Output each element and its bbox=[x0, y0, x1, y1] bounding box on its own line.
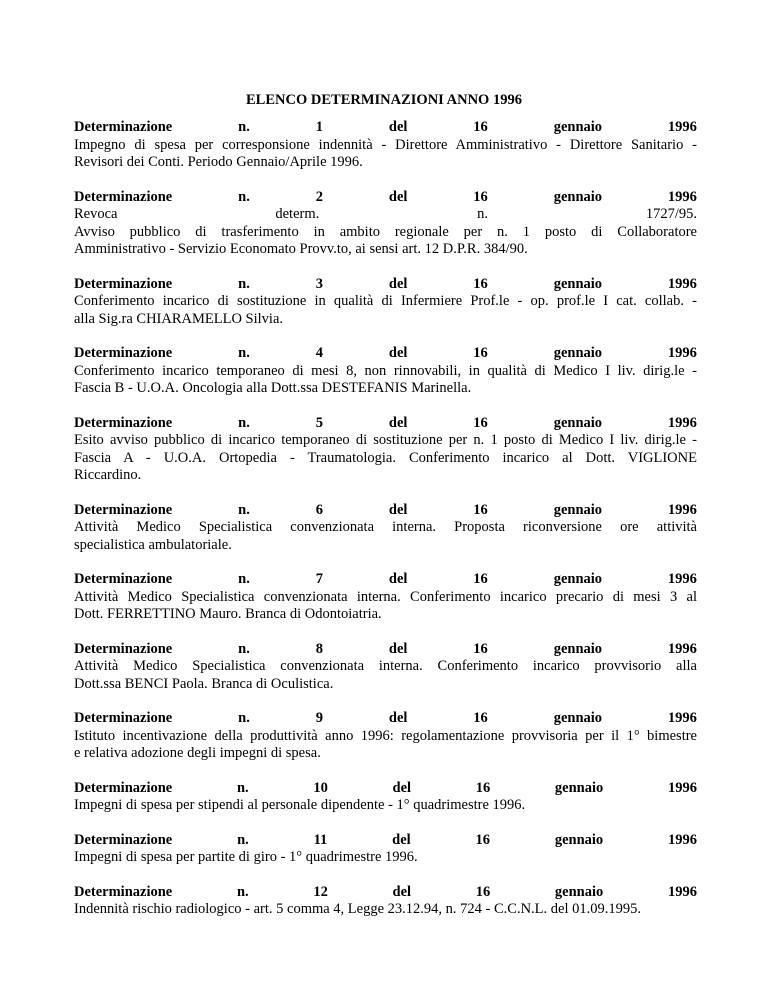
entry-label: Determinazione bbox=[74, 188, 173, 205]
entry-n-label: n. bbox=[238, 501, 250, 518]
entry-day: 16 bbox=[473, 345, 488, 361]
entry-month: gennaio bbox=[553, 414, 603, 431]
entry-year: 1996 bbox=[667, 275, 697, 292]
entry-description-line: Impegni di spesa per partite di giro - 1° quadrimestre 1996. bbox=[74, 849, 418, 865]
entry-day: 16 bbox=[473, 501, 488, 518]
entry-description-line: Indennità rischio radiologico - art. 5 comma 4, Legge 23.12.94, n. 724 - C.C.N.L. del 01.09.1995. bbox=[74, 901, 642, 917]
entry-day: 16 bbox=[475, 831, 490, 848]
entry-day: 16 bbox=[473, 640, 488, 657]
entry-description-line: Fascia B - U.O.A. Oncologia alla Dott.ssa DESTEFANIS Marinella. bbox=[74, 380, 472, 396]
entry-year: 1996 bbox=[667, 640, 697, 657]
entry-month: gennaio bbox=[553, 188, 603, 205]
entry-month: gennaio bbox=[553, 275, 603, 292]
determination-entry bbox=[74, 502, 697, 555]
entry-n-label: n. bbox=[238, 414, 250, 431]
entry-description-line: Dott.ssa BENCI Paola. Branca di Oculistica. bbox=[74, 675, 334, 692]
entry-n-label: n. bbox=[237, 831, 249, 848]
entry-number: 4 bbox=[315, 345, 323, 361]
entry-month: gennaio bbox=[553, 571, 603, 587]
entry-header bbox=[74, 832, 697, 850]
entry-number: 3 bbox=[315, 275, 323, 292]
entry-header bbox=[74, 189, 697, 207]
entry-description-line: Avviso pubblico di trasferimento in ambito regionale per n. 1 posto di Collaboratore bbox=[74, 223, 697, 240]
document-title: ELENCO DETERMINAZIONI ANNO 1996 bbox=[246, 92, 522, 108]
determination-list bbox=[74, 119, 697, 936]
entry-del-label: del bbox=[388, 275, 408, 292]
entry-description-line: Revisori dei Conti. Periodo Gennaio/Aprile 1996. bbox=[74, 154, 363, 170]
entry-month: gennaio bbox=[553, 345, 603, 361]
entry-month: gennaio bbox=[554, 831, 604, 848]
entry-year: 1996 bbox=[667, 883, 697, 900]
determination-entry bbox=[74, 189, 697, 259]
entry-label: Determinazione bbox=[74, 710, 173, 726]
entry-day: 16 bbox=[475, 883, 491, 900]
entry-day: 16 bbox=[473, 119, 488, 135]
entry-header bbox=[74, 276, 697, 294]
entry-del-label: del bbox=[388, 571, 408, 587]
entry-number: 8 bbox=[315, 640, 323, 657]
entry-description-line: Revoca determ. n. 1727/95. bbox=[74, 206, 697, 222]
entry-description-line: specialistica ambulatoriale. bbox=[74, 536, 232, 553]
entry-header bbox=[74, 884, 697, 902]
entry-year: 1996 bbox=[667, 345, 697, 361]
entry-n-label: n. bbox=[238, 640, 250, 657]
entry-n-label: n. bbox=[236, 883, 249, 900]
entry-del-label: del bbox=[388, 640, 408, 657]
entry-number: 6 bbox=[315, 501, 323, 518]
determination-entry bbox=[74, 780, 697, 815]
entry-label: Determinazione bbox=[74, 501, 173, 518]
determination-entry bbox=[74, 832, 697, 867]
entry-description-line: e relativa adozione degli impegni di spesa. bbox=[74, 745, 321, 761]
determination-entry bbox=[74, 884, 697, 919]
entry-header bbox=[74, 641, 697, 659]
entry-year: 1996 bbox=[667, 119, 697, 135]
entry-month: gennaio bbox=[553, 640, 603, 657]
entry-description-line: Dott. FERRETTINO Mauro. Branca di Odontoiatria. bbox=[74, 606, 382, 622]
entry-header bbox=[74, 780, 697, 798]
entry-description-line: Attività Medico Specialistica convenzionata interna. Conferimento incarico provvisorio alla bbox=[74, 658, 697, 674]
entry-year: 1996 bbox=[668, 831, 697, 848]
entry-label: Determinazione bbox=[74, 345, 173, 361]
entry-header bbox=[74, 502, 697, 520]
entry-label: Determinazione bbox=[74, 640, 173, 657]
entry-description-line: Attività Medico Specialistica convenzionata interna. Proposta riconversione ore attività bbox=[74, 519, 697, 535]
entry-label: Determinazione bbox=[74, 883, 173, 900]
entry-label: Determinazione bbox=[74, 275, 173, 292]
entry-year: 1996 bbox=[667, 779, 697, 796]
entry-day: 16 bbox=[475, 779, 491, 796]
entry-del-label: del bbox=[388, 119, 408, 135]
entry-number: 2 bbox=[315, 188, 323, 205]
determination-entry bbox=[74, 415, 697, 485]
entry-header bbox=[74, 415, 697, 433]
entry-label: Determinazione bbox=[74, 571, 173, 587]
entry-n-label: n. bbox=[238, 345, 250, 361]
entry-description-line: alla Sig.ra CHIARAMELLO Silvia. bbox=[74, 310, 284, 327]
entry-label: Determinazione bbox=[74, 779, 173, 796]
entry-month: gennaio bbox=[554, 883, 604, 900]
entry-header bbox=[74, 345, 697, 363]
entry-year: 1996 bbox=[667, 571, 697, 587]
entry-number: 9 bbox=[315, 710, 323, 726]
entry-del-label: del bbox=[388, 710, 408, 726]
entry-year: 1996 bbox=[667, 501, 697, 518]
entry-n-label: n. bbox=[238, 710, 250, 726]
entry-del-label: del bbox=[388, 345, 408, 361]
entry-description-line: Conferimento incarico temporaneo di mesi 8, non rinnovabili, in qualità di Medico I liv. dirig.le - bbox=[74, 362, 697, 379]
entry-description-line: Esito avviso pubblico di incarico temporaneo di sostituzione per n. 1 posto di Medico I liv. dirig.le - bbox=[74, 432, 697, 448]
entry-year: 1996 bbox=[667, 710, 697, 726]
entry-label: Determinazione bbox=[74, 414, 173, 431]
entry-month: gennaio bbox=[553, 710, 603, 726]
determination-entry bbox=[74, 710, 697, 763]
entry-description-line: Impegni di spesa per stipendi al personale dipendente - 1° quadrimestre 1996. bbox=[74, 797, 526, 813]
entry-del-label: del bbox=[388, 414, 408, 431]
entry-day: 16 bbox=[473, 188, 488, 205]
entry-day: 16 bbox=[473, 414, 488, 431]
entry-description-line: Riccardino. bbox=[74, 467, 142, 483]
entry-description-line: Impegno di spesa per corresponsione indennità - Direttore Amministrativo - Direttore Sanitario - bbox=[74, 136, 697, 153]
entry-del-label: del bbox=[388, 188, 408, 205]
determination-entry bbox=[74, 276, 697, 329]
entry-header bbox=[74, 710, 697, 728]
entry-n-label: n. bbox=[238, 188, 250, 205]
entry-description-line: Fascia A - U.O.A. Ortopedia - Traumatologia. Conferimento incarico al Dott. VIGLIONE bbox=[74, 449, 697, 466]
entry-del-label: del bbox=[392, 883, 412, 900]
determination-entry bbox=[74, 641, 697, 694]
determination-entry bbox=[74, 119, 697, 172]
entry-del-label: del bbox=[392, 779, 412, 796]
entry-n-label: n. bbox=[238, 571, 250, 587]
determination-entry bbox=[74, 571, 697, 624]
entry-description-line: Attività Medico Specialistica convenzionata interna. Conferimento incarico precario di mesi 3 al bbox=[74, 588, 697, 605]
entry-month: gennaio bbox=[554, 779, 604, 796]
entry-month: gennaio bbox=[553, 119, 603, 135]
entry-description-line: Amministrativo - Servizio Economato Provv.to, ai sensi art. 12 D.P.R. 384/90. bbox=[74, 241, 528, 257]
entry-n-label: n. bbox=[236, 779, 249, 796]
entry-del-label: del bbox=[388, 501, 408, 518]
entry-header bbox=[74, 119, 697, 137]
entry-number: 11 bbox=[313, 831, 328, 848]
entry-label: Determinazione bbox=[74, 119, 173, 135]
entry-number: 7 bbox=[315, 571, 323, 587]
entry-day: 16 bbox=[473, 275, 488, 292]
entry-del-label: del bbox=[392, 831, 411, 848]
entry-description-line: Istituto incentivazione della produttività anno 1996: regolamentazione provvisoria per il 1° bimestre bbox=[74, 727, 697, 744]
entry-number: 5 bbox=[315, 414, 323, 431]
entry-n-label: n. bbox=[238, 275, 250, 292]
entry-day: 16 bbox=[473, 710, 488, 726]
entry-n-label: n. bbox=[238, 119, 250, 135]
determination-entry bbox=[74, 345, 697, 398]
entry-label: Determinazione bbox=[74, 831, 173, 848]
entry-number: 10 bbox=[313, 779, 328, 796]
entry-month: gennaio bbox=[553, 501, 603, 518]
entry-description-line: Conferimento incarico di sostituzione in qualità di Infermiere Prof.le - op. prof.le I cat. collab. - bbox=[74, 293, 697, 309]
entry-header bbox=[74, 571, 697, 589]
entry-year: 1996 bbox=[667, 188, 697, 205]
entry-number: 1 bbox=[315, 119, 323, 135]
entry-day: 16 bbox=[473, 571, 488, 587]
entry-year: 1996 bbox=[667, 414, 697, 431]
entry-number: 12 bbox=[313, 883, 328, 900]
